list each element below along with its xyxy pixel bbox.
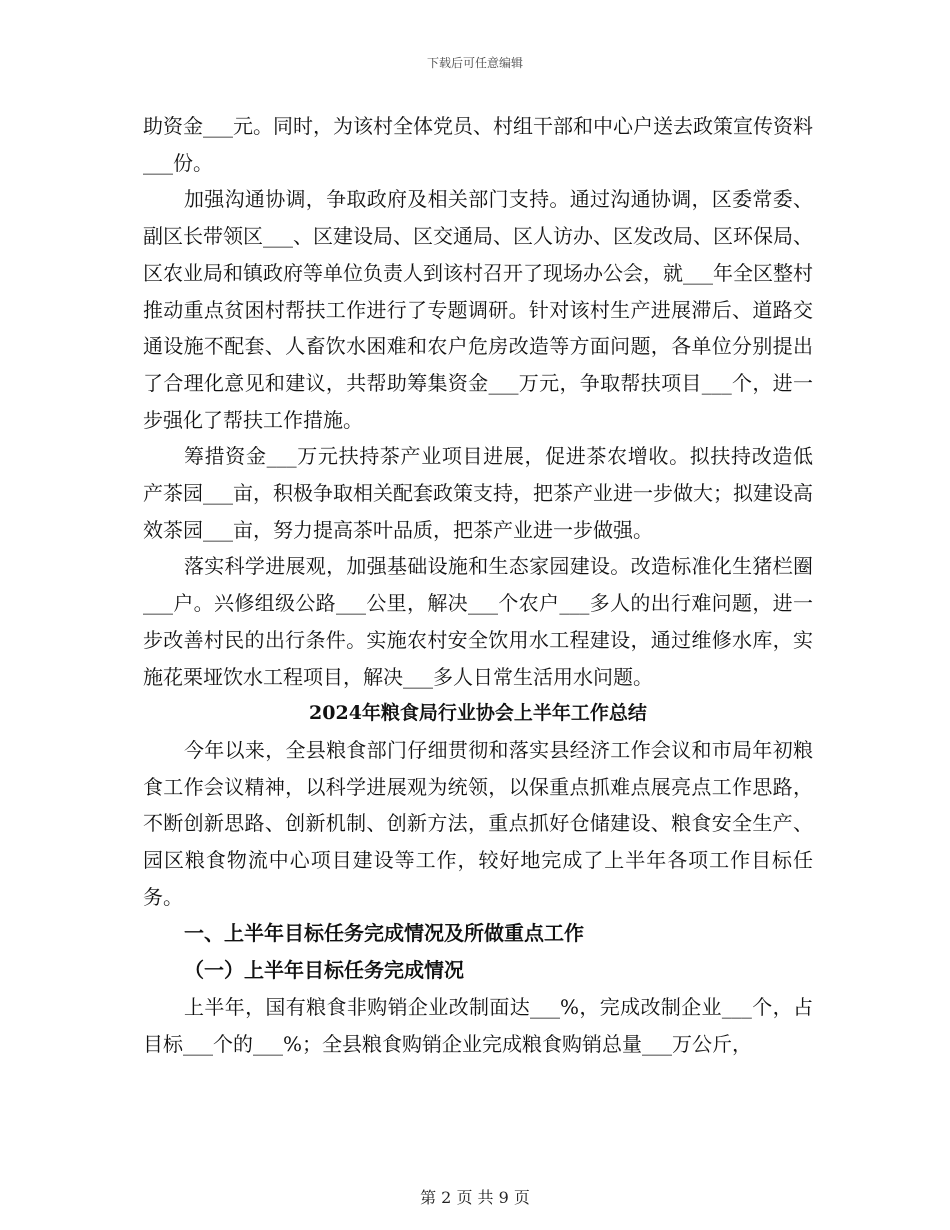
subsection-heading: （一）上半年目标任务完成情况	[184, 958, 464, 983]
paragraph-3: 筹措资金___万元扶持茶产业项目进展，促进茶农增收。拟扶持改造低产茶园___亩，积极争取相关配套政策支持，把茶产业进一步做大；拟建设高效茶园___亩，努力提高茶叶品质，把茶产业进一步做强。	[143, 444, 813, 542]
paragraph-4: 落实科学进展观，加强基础设施和生态家园建设。改造标准化生猪栏圈___户。兴修组级公路___公里，解决___个农户___多人的出行难问题，进一步改善村民的出行条件。实施农村安全饮用水工程建设，通过维修水库，实施花栗垭饮水工程项目，解决___多人日常生活用水问题。	[143, 554, 813, 689]
page-footer: 第 2 页 共 9 页	[420, 1188, 530, 1207]
paragraph-last: 上半年，国有粮食非购销企业改制面达___%，完成改制企业___个，占目标___个的___%；全县粮食购销企业完成粮食购销总量___万公斤，	[143, 994, 813, 1056]
page-header: 下载后可任意编辑	[426, 56, 523, 70]
document-title: 2024年粮食局行业协会上半年工作总结	[309, 702, 647, 725]
paragraph-2: 加强沟通协调，争取政府及相关部门支持。通过沟通协调，区委常委、副区长带领区___、区建设局、区交通局、区人访办、区发改局、区环保局、区农业局和镇政府等单位负责人到该村召开了现场办公会，就___年全区整村推动重点贫困村帮扶工作进行了专题调研。针对该村生产进展滞后、道路交通设施不配套、人畜饮水困难和农户危房改造等方面问题，各单位分别提出了合理化意见和建议，共帮助筹集资金___万元，争取帮扶项目___个，进一步强化了帮扶工作措施。	[143, 187, 813, 432]
intro-paragraph: 今年以来，全县粮食部门仔细贯彻和落实县经济工作会议和市局年初粮食工作会议精神，以科学进展观为统领，以保重点抓难点展亮点工作思路，不断创新思路、创新机制、创新方法，重点抓好仓储建设、粮食安全生产、园区粮食物流中心项目建设等工作，较好地完成了上半年各项工作目标任务。	[143, 737, 813, 909]
section-heading: 一、上半年目标任务完成情况及所做重点工作	[184, 921, 584, 946]
document-body	[143, 108, 813, 1062]
paragraph-1: 助资金___元。同时，为该村全体党员、村组干部和中心户送去政策宣传资料___份。	[143, 114, 813, 175]
